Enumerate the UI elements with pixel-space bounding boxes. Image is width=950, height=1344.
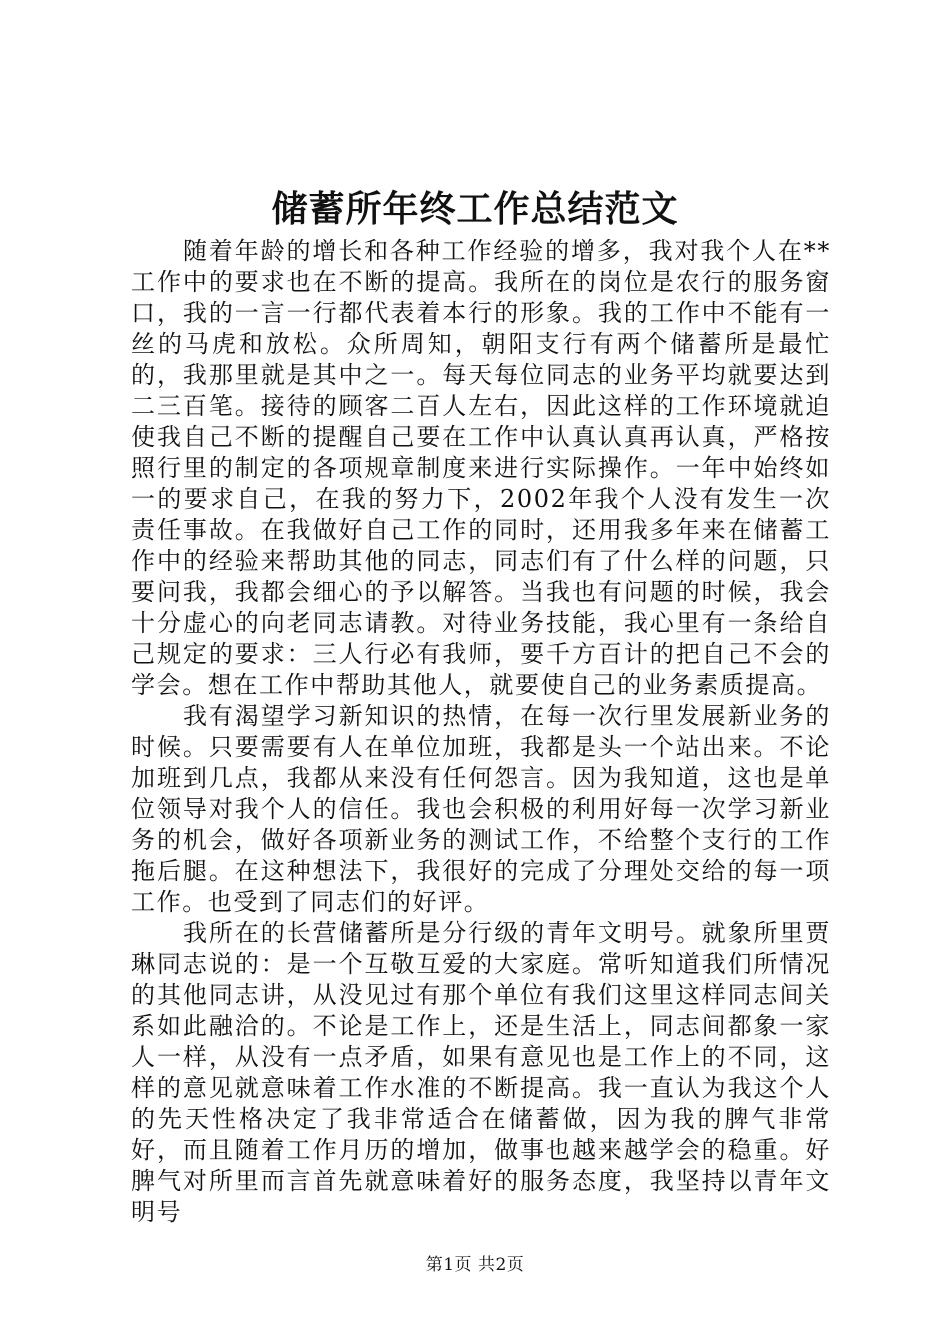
document-body [131, 236, 831, 1228]
paragraph-2: 我有渴望学习新知识的热情，在每一次行里发展新业务的时候。只要需要有人在单位加班，我都是头一个站出来。不论加班到几点，我都从来没有任何怨言。因为我知道，这也是单位领导对我个人的信任。我也会积极的利用好每一次学习新业务的机会，做好各项新业务的测试工作，不给整个支行的工作拖后腿。在这种想法下，我很好的完成了分理处交给的每一项工作。也受到了同志们的好评。 [131, 702, 831, 916]
paragraph-3: 我所在的长营储蓄所是分行级的青年文明号。就象所里贾琳同志说的：是一个互敬互爱的大家庭。常听知道我们所情况的其他同志讲，从没见过有那个单位有我们这里这样同志间关系如此融洽的。不论是工作上，还是生活上，同志间都象一家人一样，从没有一点矛盾，如果有意见也是工作上的不同，这样的意见就意味着工作水准的不断提高。我一直认为我这个人的先天性格决定了我非常适合在储蓄做，因为我的脾气非常好，而且随着工作月历的增加，做事也越来越学会的稳重。好脾气对所里而言首先就意味着好的服务态度，我坚持以青年文明号 [131, 919, 831, 1226]
paragraph-1: 随着年龄的增长和各种工作经验的增多，我对我个人在**工作中的要求也在不断的提高。我所在的岗位是农行的服务窗口，我的一言一行都代表着本行的形象。我的工作中不能有一丝的马虎和放松。众所周知，朝阳支行有两个储蓄所是最忙的，我那里就是其中之一。每天每位同志的业务平均就要达到二三百笔。接待的顾客二百人左右，因此这样的工作环境就迫使我自己不断的提醒自己要在工作中认真认真再认真，严格按照行里的制定的各项规章制度来进行实际操作。一年中始终如一的要求自己，在我的努力下，2002年我个人没有发生一次责任事故。在我做好自己工作的同时，还用我多年来在储蓄工作中的经验来帮助其他的同志，同志们有了什么样的问题，只要问我，我都会细心的予以解答。当我也有问题的时候，我会十分虚心的向老同志请教。对待业务技能，我心里有一条给自己规定的要求：三人行必有我师，要千方百计的把自己不会的学会。想在工作中帮助其他人，就要使自己的业务素质提高。 [131, 237, 831, 699]
page-number-footer: 第1页 共2页 [425, 1255, 525, 1275]
document-title: 储蓄所年终工作总结范文 [271, 188, 679, 230]
